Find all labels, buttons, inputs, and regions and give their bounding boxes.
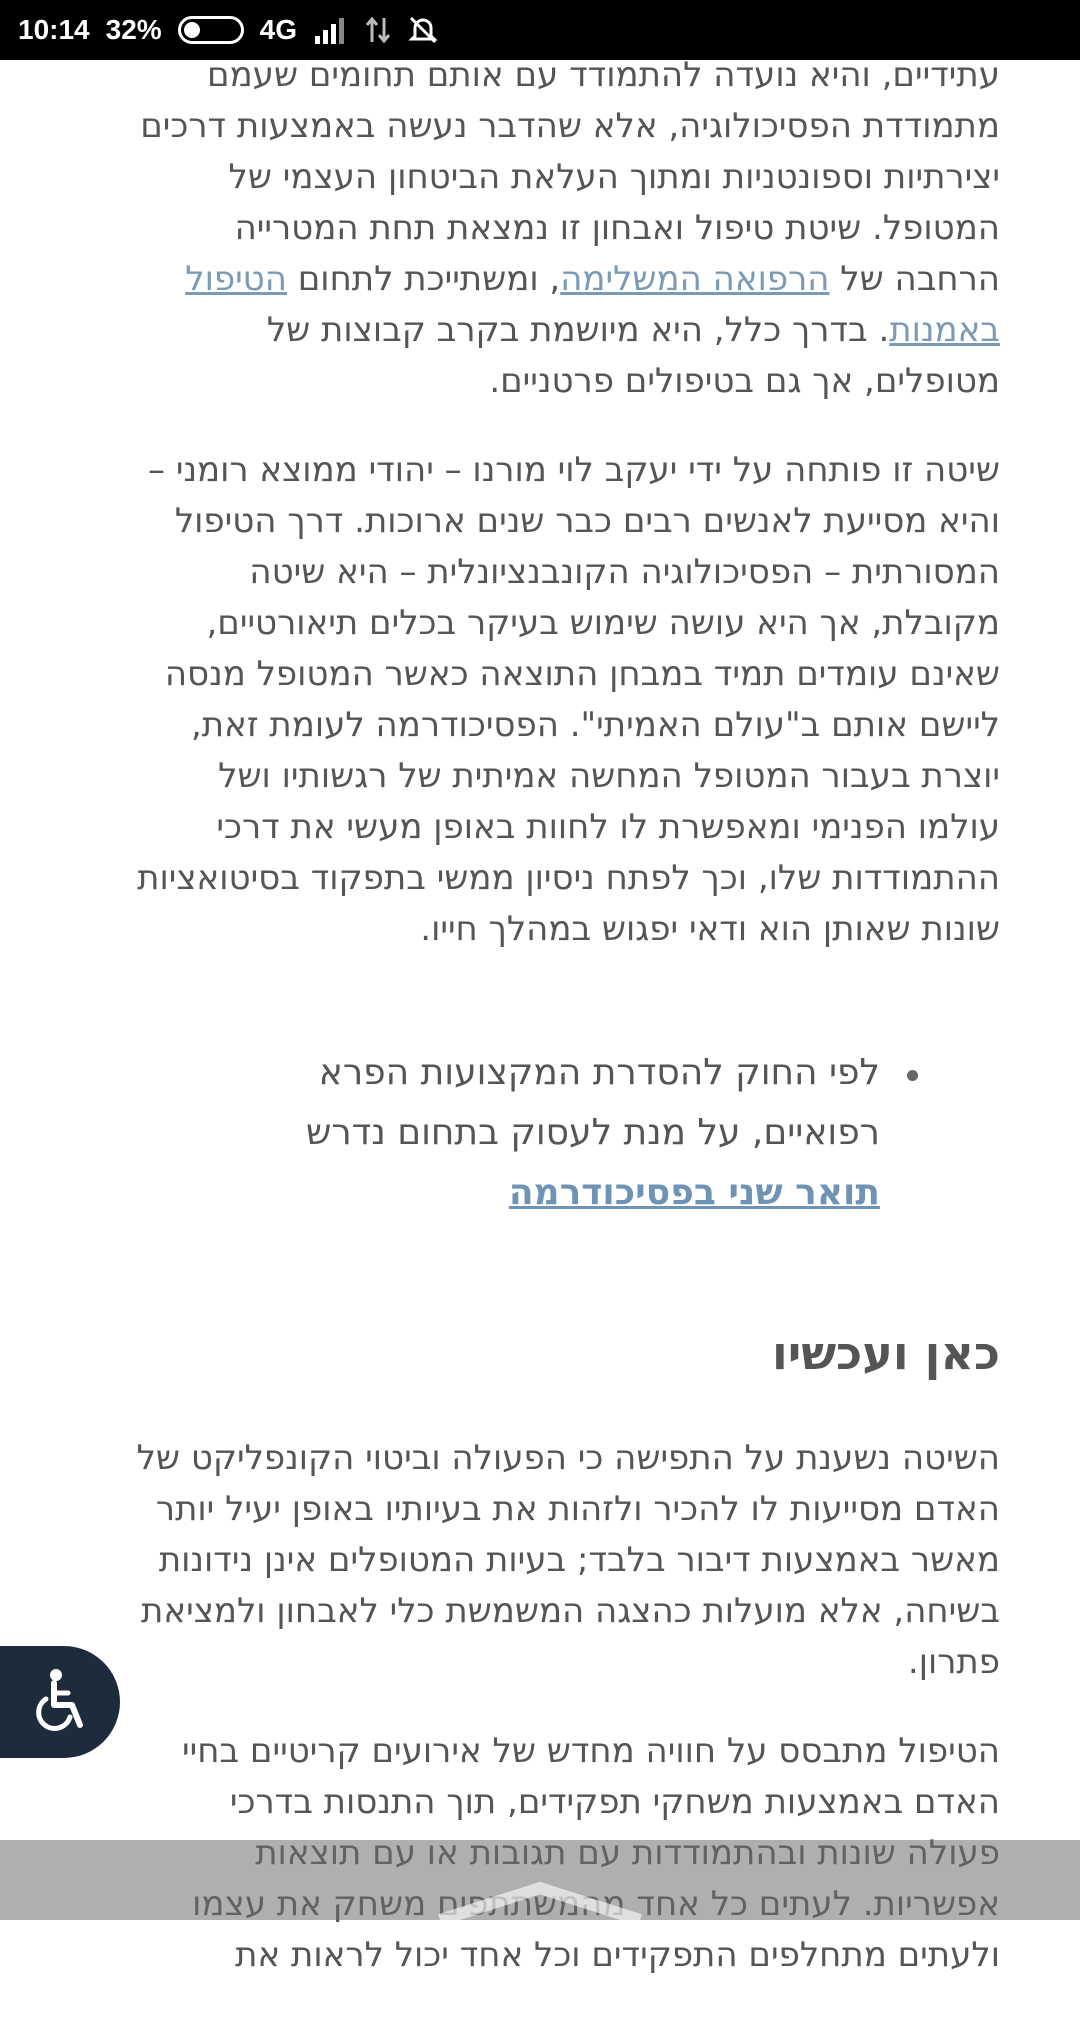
signal-icon	[313, 16, 349, 44]
paragraph-1-text-b: , ומשתייכת לתחום	[286, 259, 561, 299]
accessibility-button[interactable]	[0, 1646, 120, 1758]
paragraph-2: שיטה זו פותחה על ידי יעקב לוי מורנו – יהודי ממוצא רומני – והיא מסייעת לאנשים רבים כבר שנים ארוכות. דרך הטיפול המסורתית – הפסיכולוגיה הקונבנציונלית – היא שיטה מקובלת, אך היא עושה שימוש בעיקר בכלים תיאורטיים, שאינם עומדים תמיד במבחן התוצאה כאשר המטופל מנסה ליישם אותם ב"עולם האמיתי". הפסיכודרמה לעומת זאת, יוצרת בעבור המטופל המחשה אמיתית של רגשותיו ושל עולמו הפנימי ומאפשרת לו לחוות באופן מעשי את דרכי ההתמודדות שלו, וכך לפתח ניסיון ממשי בתפקוד בסיטואציות שונות שאותן הוא ודאי יפגוש במהלך חייו.	[137, 450, 1000, 949]
link-masters-degree[interactable]: תואר שני בפסיכודרמה	[508, 1172, 880, 1213]
clock: 10:14	[18, 14, 90, 45]
paragraph-1	[130, 50, 1000, 407]
bullet-list	[130, 1043, 1000, 1223]
scroll-to-top-icon[interactable]	[430, 1880, 650, 1920]
paragraph-3: השיטה נשענת על התפישה כי הפעולה וביטוי הקונפליקט של האדם מסייעות לו להכיר ולזהות את בעיותיו באופן יעיל יותר מאשר באמצעות דיבור בלבד; בעיות המטופלים אינן נידונות בשיחה, אלא מועלות כהצגה המשמשת כלי לאבחון ולמציאת פתרון.	[136, 1438, 1000, 1682]
network-type: 4G	[259, 14, 298, 45]
bottom-overlay-bar	[0, 1840, 1080, 1920]
battery-percent: 32%	[105, 14, 162, 45]
section-heading: כאן ועכשיו	[771, 1326, 1000, 1380]
link-art-therapy[interactable]: הטיפול באמנות	[185, 259, 1000, 350]
page-content[interactable]	[0, 55, 1080, 1975]
battery-icon	[178, 16, 244, 44]
data-transfer-icon	[365, 16, 391, 44]
paragraph-1-text-a: עתידיים, והיא נועדה להתמודד עם אותם תחומים שעמם מתמודדת הפסיכולוגיה, אלא שהדבר נעשה באמצעות דרכים יצירתיות וספונטניות ומתוך העלאת הביטחון העצמי של המטופל. שיטת טיפול ואבחון זו נמצאת תחת המטרייה הרחבה של	[140, 55, 1000, 299]
bullet-text: לפי החוק להסדרת המקצועות הפרא רפואיים, על מנת לעסוק בתחום נדרש	[305, 1052, 880, 1153]
link-complementary-medicine[interactable]: הרפואה המשלימה	[560, 259, 830, 299]
paragraph-4: הטיפול מתבסס על חוויה מחדש של אירועים קריטיים בחיי האדם באמצעות משחקי תפקידים, תוך התנסות בדרכי ולעתים מתחלפים התפקידים וכל אחד יכול לראות את	[182, 1731, 1000, 1975]
article-body	[130, 50, 1000, 2019]
accessibility-icon	[28, 1667, 92, 1737]
mute-icon	[407, 14, 439, 46]
paragraph-1-text-c: . בדרך כלל, היא מיושמת בקרב קבוצות של מטופלים, אך גם בטיפולים פרטניים.	[266, 310, 1000, 401]
list-item	[260, 1043, 880, 1223]
